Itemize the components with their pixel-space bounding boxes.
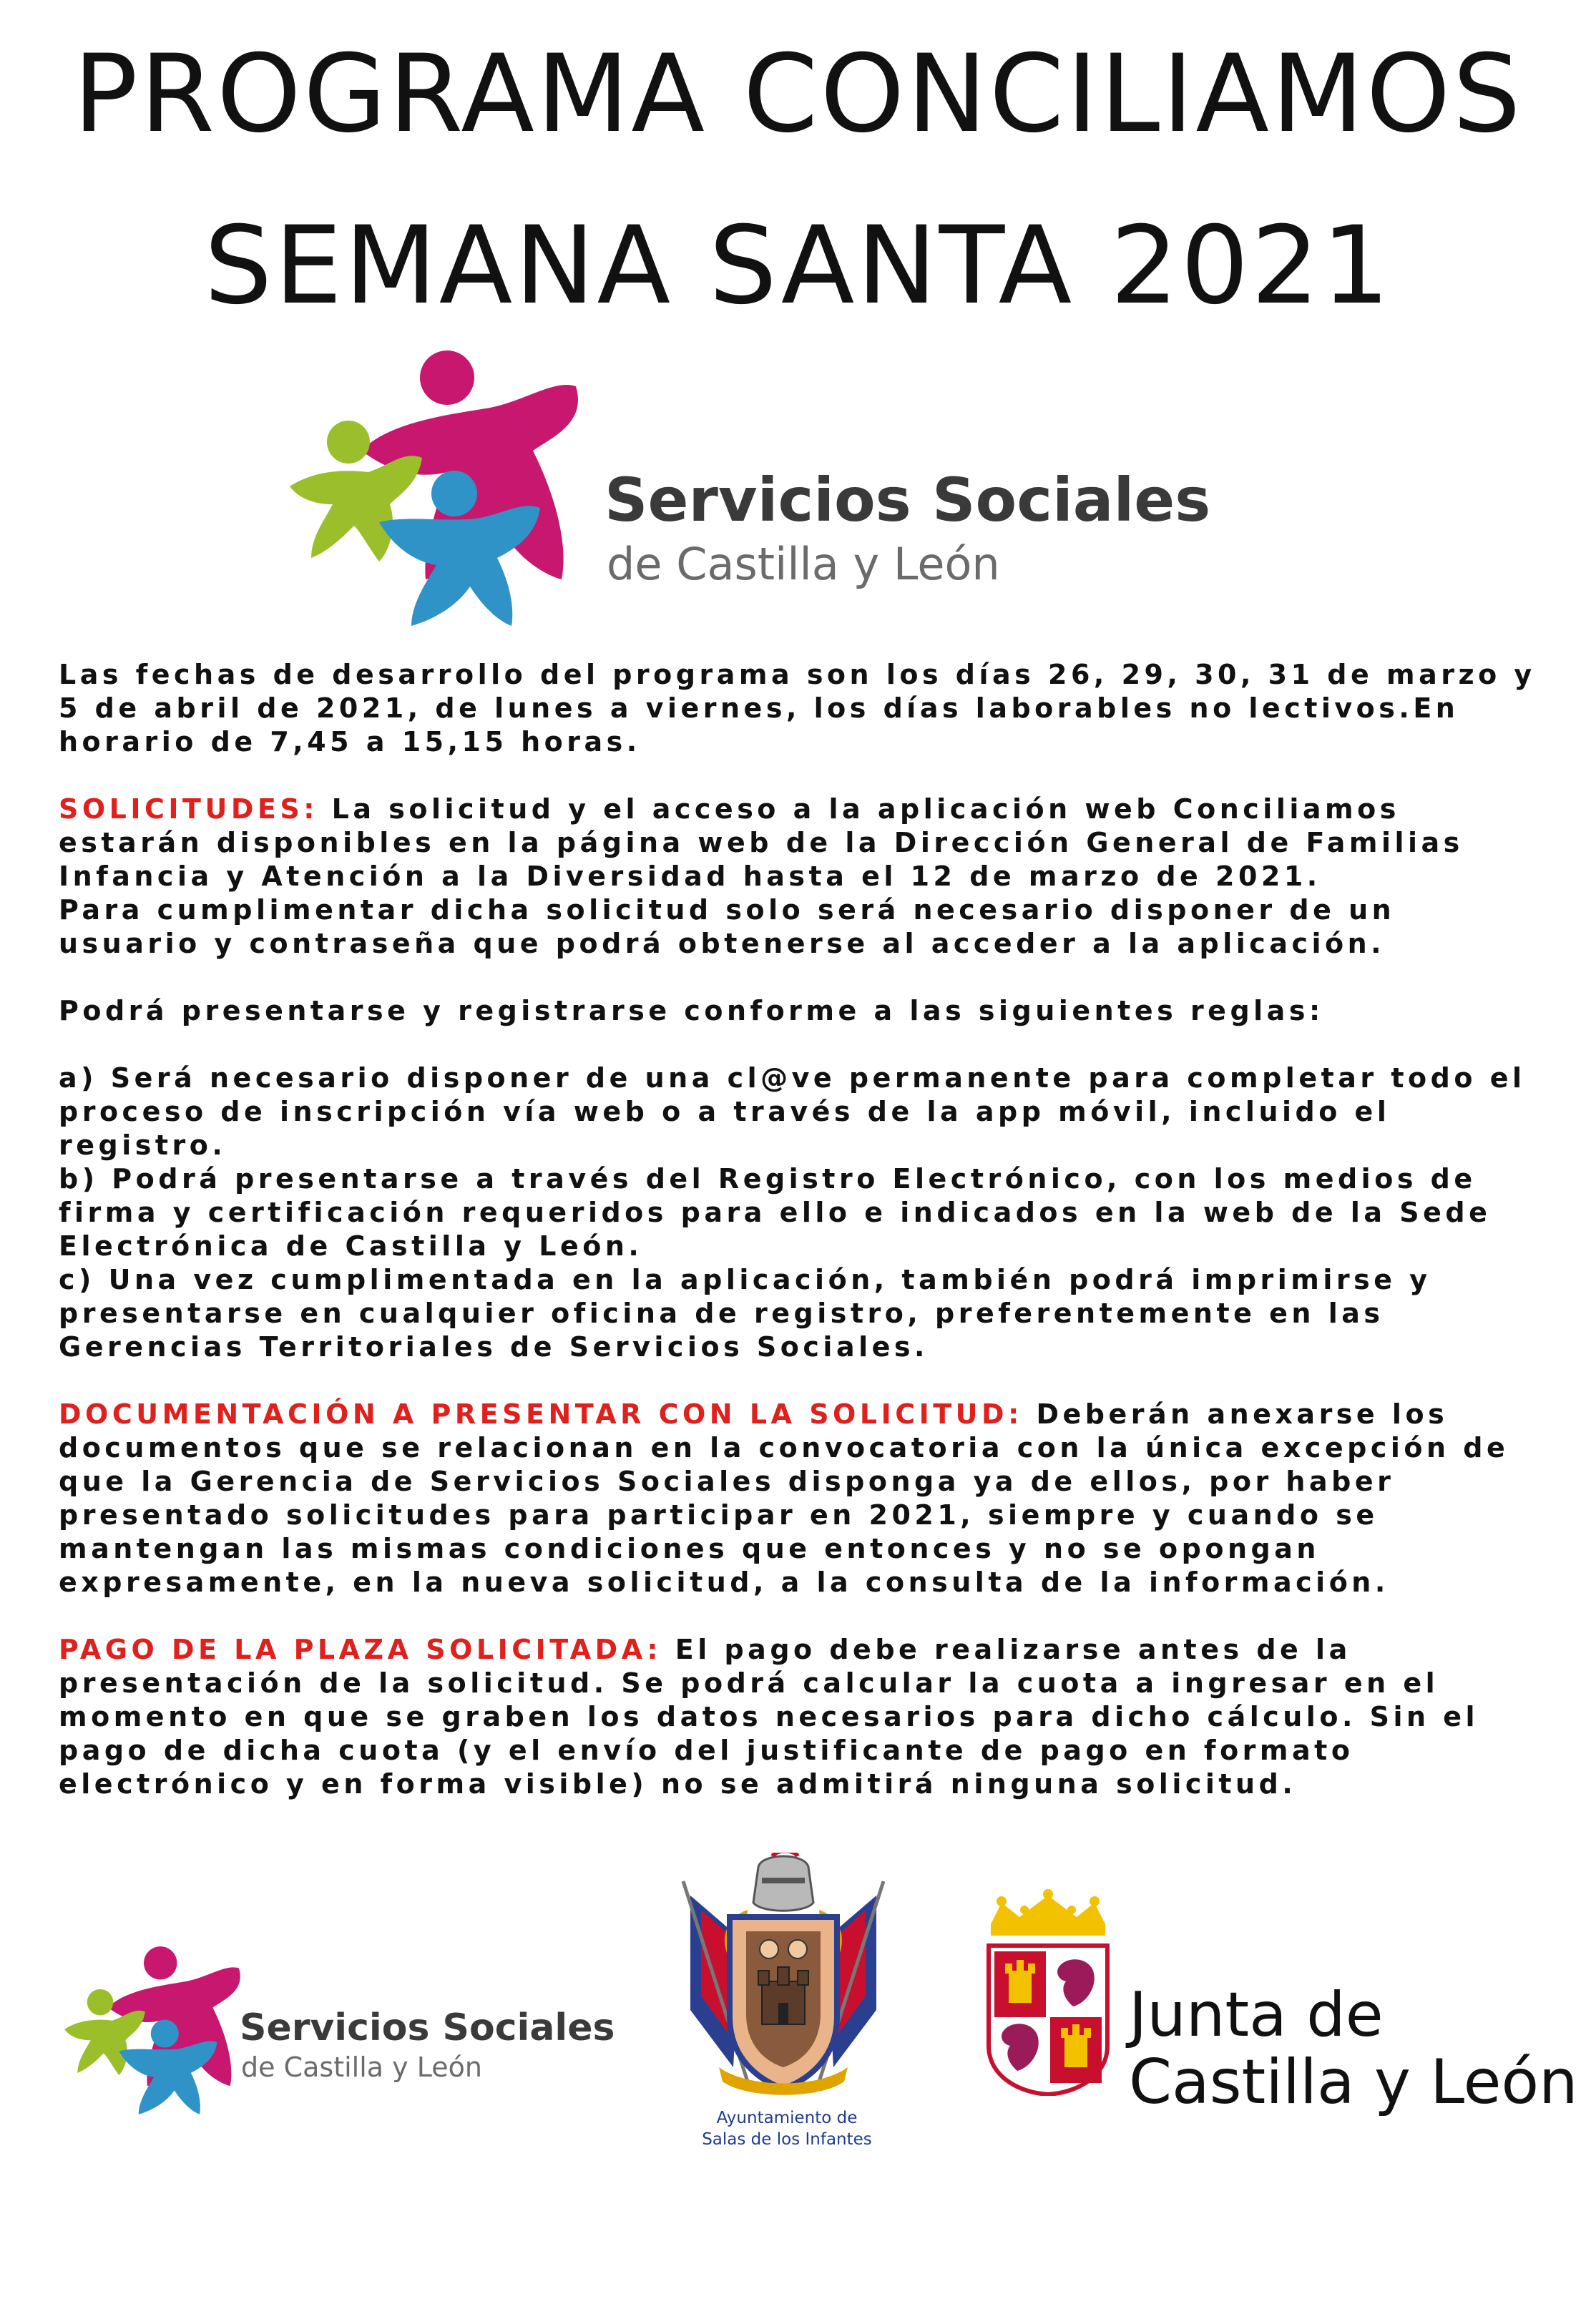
- solicitudes-paragraph: [59, 793, 1547, 961]
- reglas-list: [59, 1062, 1547, 1364]
- ayuntamiento-caption: [637, 2107, 937, 2150]
- reglas-intro: Podrá presentarse y registrarse conforme a las siguientes reglas:: [59, 995, 1324, 1026]
- servicios-sociales-name: Servicios Sociales: [604, 465, 1211, 535]
- pago-text: El pago debe realizarse antes de la presentación de la solicitud. Se podrá calcular la cuota a ingresar en el momento en que se graben los datos necesarios para dicho cálculo. Sin el pago de dicha cuota (y el envío del justificante de pago en formato electrónico y en forma visible) no se admitirá ninguna solicitud.: [59, 1634, 1479, 1800]
- documentacion-label: DOCUMENTACIÓN A PRESENTAR CON LA SOLICITUD:: [59, 1398, 1023, 1430]
- regla-c: c) Una vez cumplimentada en la aplicación, también podrá imprimirse y presentarse en cualquier oficina de registro, preferentemente en las Gerencias Territoriales de Servicios Sociales.: [59, 1264, 1431, 1363]
- regla-b: b) Podrá presentarse a través del Registro Electrónico, con los medios de firma y certificación requeridos para ello e indicados en la web de la Sede Electrónica de Castilla y León.: [59, 1163, 1492, 1262]
- junta-name: [1129, 1981, 1578, 2116]
- junta-name-line1: Junta de: [1129, 1979, 1384, 2051]
- regla-a: a) Será necesario disponer de una cl@ve permanente para completar todo el proceso de inscripción vía web o a través de la app móvil, incluido el registro.: [59, 1062, 1526, 1161]
- documentacion-paragraph: [59, 1398, 1547, 1599]
- ayuntamiento-coat-of-arms-icon: [662, 1853, 905, 2103]
- intro-paragraph: Las fechas de desarrollo del programa son los días 26, 29, 30, 31 de marzo y 5 de abril de 2021, de lunes a viernes, los días laborables no lectivos.En horario de 7,45 a 15,15 horas.: [59, 659, 1536, 758]
- ayuntamiento-caption-line1: Ayuntamiento de: [716, 2109, 858, 2127]
- solicitudes-label: SOLICITUDES:: [59, 793, 318, 825]
- servicios-sociales-subtitle: de Castilla y León: [607, 538, 1000, 590]
- solicitudes-text2: Para cumplimentar dicha solicitud solo será necesario disponer de un usuario y contraseña que podrá obtenerse al acceder a la aplicación.: [59, 894, 1396, 959]
- solicitudes-text: La solicitud y el acceso a la aplicación web Conciliamos estarán disponibles en la página web de la Dirección General de Familias Infancia y Atención a la Diversidad hasta el 12 de marzo de 2021.: [59, 793, 1464, 892]
- pago-label: PAGO DE LA PLAZA SOLICITADA:: [59, 1634, 662, 1665]
- junta-coat-of-arms-icon: [980, 1888, 1116, 2096]
- servicios-sociales-logo-icon: [283, 343, 583, 637]
- servicios-sociales-small-logo-icon: [59, 1942, 245, 2121]
- junta-name-line2: Castilla y León: [1129, 2046, 1578, 2118]
- ayuntamiento-caption-line2: Salas de los Infantes: [702, 2130, 872, 2149]
- servicios-sociales-small-subtitle: de Castilla y León: [241, 2051, 482, 2083]
- servicios-sociales-small-name: Servicios Sociales: [240, 2006, 615, 2049]
- page-title-line1: PROGRAMA CONCILIAMOS: [73, 32, 1523, 157]
- pago-paragraph: [59, 1633, 1547, 1801]
- documentacion-text: Deberán anexarse los documentos que se relacionan en la convocatoria con la única excepción de que la Gerencia de Servicios Sociales disponga ya de ellos, por haber presentado solicitudes para participar en 2021, siempre y cuando se mantengan las mismas condiciones que entonces y no se opongan expresamente, en la nueva solicitud, a la consulta de la información.: [59, 1398, 1509, 1598]
- page-title-line2: SEMANA SANTA 2021: [204, 204, 1392, 328]
- document-body: [59, 658, 1547, 1835]
